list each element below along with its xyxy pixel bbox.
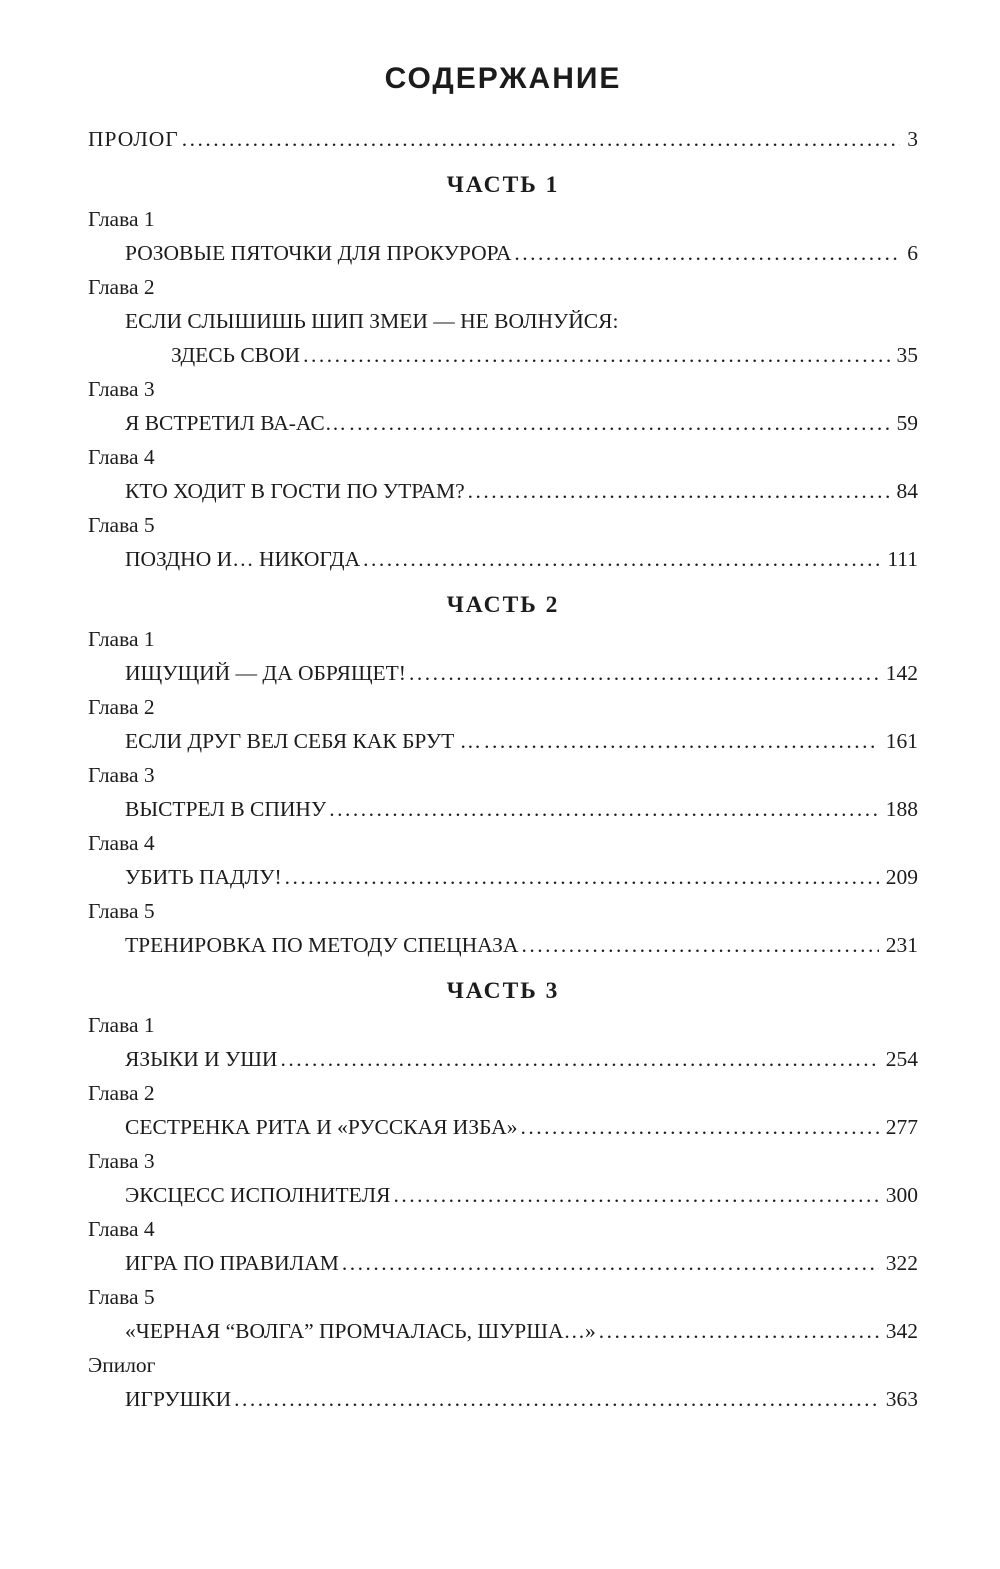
dot-leader (234, 1382, 879, 1416)
chapter-label: Глава 5 (88, 513, 155, 537)
chapter-title: ЕСЛИ СЛЫШИШЬ ШИП ЗМЕИ — НЕ ВОЛНУЙСЯ: (125, 309, 619, 333)
page-number: 322 (885, 1251, 918, 1275)
dot-leader (182, 122, 901, 156)
chapter-label: Глава 2 (88, 1081, 155, 1105)
chapter-label: Глава 4 (88, 445, 155, 469)
chapter-title: УБИТЬ ПАДЛУ! (125, 865, 282, 889)
part-heading: ЧАСТЬ 2 (446, 592, 560, 618)
epilogue-title: ИГРУШКИ (125, 1387, 232, 1411)
chapter-title: ВЫСТРЕЛ В СПИНУ (125, 797, 327, 821)
page-number: 84 (896, 479, 918, 503)
chapter-entry (88, 202, 918, 270)
page-number: 111 (887, 547, 918, 571)
chapter-title: КТО ХОДИТ В ГОСТИ ПО УТРАМ? (125, 479, 465, 503)
part-heading: ЧАСТЬ 3 (446, 978, 560, 1004)
chapter-label: Глава 1 (88, 627, 155, 651)
chapter-title: ЭКСЦЕСС ИСПОЛНИТЕЛЯ (125, 1183, 391, 1207)
chapter-entry (88, 894, 918, 962)
part-heading: ЧАСТЬ 1 (446, 172, 560, 198)
part-section-1 (88, 168, 918, 576)
chapter-label: Глава 3 (88, 1149, 155, 1173)
page-number: 59 (896, 411, 918, 435)
page-number: 161 (885, 729, 918, 753)
dot-leader (280, 1042, 878, 1076)
dot-leader (409, 656, 879, 690)
chapter-entry (88, 440, 918, 508)
epilogue-entry (88, 1348, 918, 1416)
chapter-label: Глава 5 (88, 1285, 155, 1309)
dot-leader (393, 1178, 878, 1212)
epilogue-label: Эпилог (88, 1353, 156, 1377)
chapter-label: Глава 5 (88, 899, 155, 923)
chapter-title: ИГРА ПО ПРАВИЛАМ (125, 1251, 339, 1275)
chapter-entry (88, 690, 918, 758)
dot-leader (303, 338, 889, 372)
dot-leader (342, 1246, 879, 1280)
chapter-title: «ЧЕРНАЯ “ВОЛГА” ПРОМЧАЛАСЬ, ШУРША…» (125, 1319, 596, 1343)
page-number: 142 (885, 661, 918, 685)
page-number: 231 (885, 933, 918, 957)
chapter-title: ТРЕНИРОВКА ПО МЕТОДУ СПЕЦНАЗА (125, 933, 519, 957)
chapter-label: Глава 3 (88, 763, 155, 787)
dot-leader (514, 236, 900, 270)
page-number: 254 (885, 1047, 918, 1071)
page-number: 300 (885, 1183, 918, 1207)
page-number: 277 (885, 1115, 918, 1139)
part-section-2 (88, 588, 918, 962)
page-number: 3 (907, 127, 918, 151)
chapter-title: Я ВСТРЕТИЛ ВА-АС… (125, 411, 347, 435)
page-number: 342 (885, 1319, 918, 1343)
dot-leader (468, 474, 890, 508)
chapter-title: ЯЗЫКИ И УШИ (125, 1047, 278, 1071)
chapter-label: Глава 2 (88, 275, 155, 299)
chapter-title: РОЗОВЫЕ ПЯТОЧКИ ДЛЯ ПРОКУРОРА (125, 241, 512, 265)
chapter-label: Глава 2 (88, 695, 155, 719)
dot-leader (484, 724, 879, 758)
dot-leader (329, 792, 879, 826)
chapter-entry (88, 826, 918, 894)
chapter-entry (88, 1076, 918, 1144)
chapter-label: Глава 4 (88, 1217, 155, 1241)
chapter-title: СЕСТРЕНКА РИТА И «РУССКАЯ ИЗБА» (125, 1115, 518, 1139)
prologue-title: ПРОЛОГ (88, 127, 179, 151)
dot-leader (363, 542, 880, 576)
chapter-label: Глава 1 (88, 1013, 155, 1037)
dot-leader (349, 406, 889, 440)
chapter-label: Глава 4 (88, 831, 155, 855)
prologue-entry (88, 122, 918, 156)
dot-leader (285, 860, 879, 894)
chapter-entry (88, 1212, 918, 1280)
chapter-entry (88, 622, 918, 690)
page-number: 188 (885, 797, 918, 821)
page-number: 363 (885, 1387, 918, 1411)
chapter-title: ИЩУЩИЙ — ДА ОБРЯЩЕТ! (125, 661, 406, 685)
chapter-label: Глава 3 (88, 377, 155, 401)
dot-leader (521, 928, 878, 962)
chapter-title-continuation: ЗДЕСЬ СВОИ (171, 343, 301, 367)
chapter-entry (88, 1008, 918, 1076)
chapter-title: ЕСЛИ ДРУГ ВЕЛ СЕБЯ КАК БРУТ … (125, 729, 482, 753)
part-section-3 (88, 974, 918, 1348)
chapter-label: Глава 1 (88, 207, 155, 231)
dot-leader (520, 1110, 878, 1144)
page-number: 209 (885, 865, 918, 889)
page-title: СОДЕРЖАНИЕ (384, 62, 622, 95)
chapter-entry (88, 1280, 918, 1348)
chapter-entry (88, 758, 918, 826)
chapter-entry (88, 372, 918, 440)
dot-leader (599, 1314, 879, 1348)
chapter-title: ПОЗДНО И… НИКОГДА (125, 547, 361, 571)
page-number: 6 (907, 241, 918, 265)
chapter-entry (88, 1144, 918, 1212)
page-number: 35 (896, 343, 918, 367)
chapter-entry (88, 508, 918, 576)
chapter-entry (88, 270, 918, 372)
